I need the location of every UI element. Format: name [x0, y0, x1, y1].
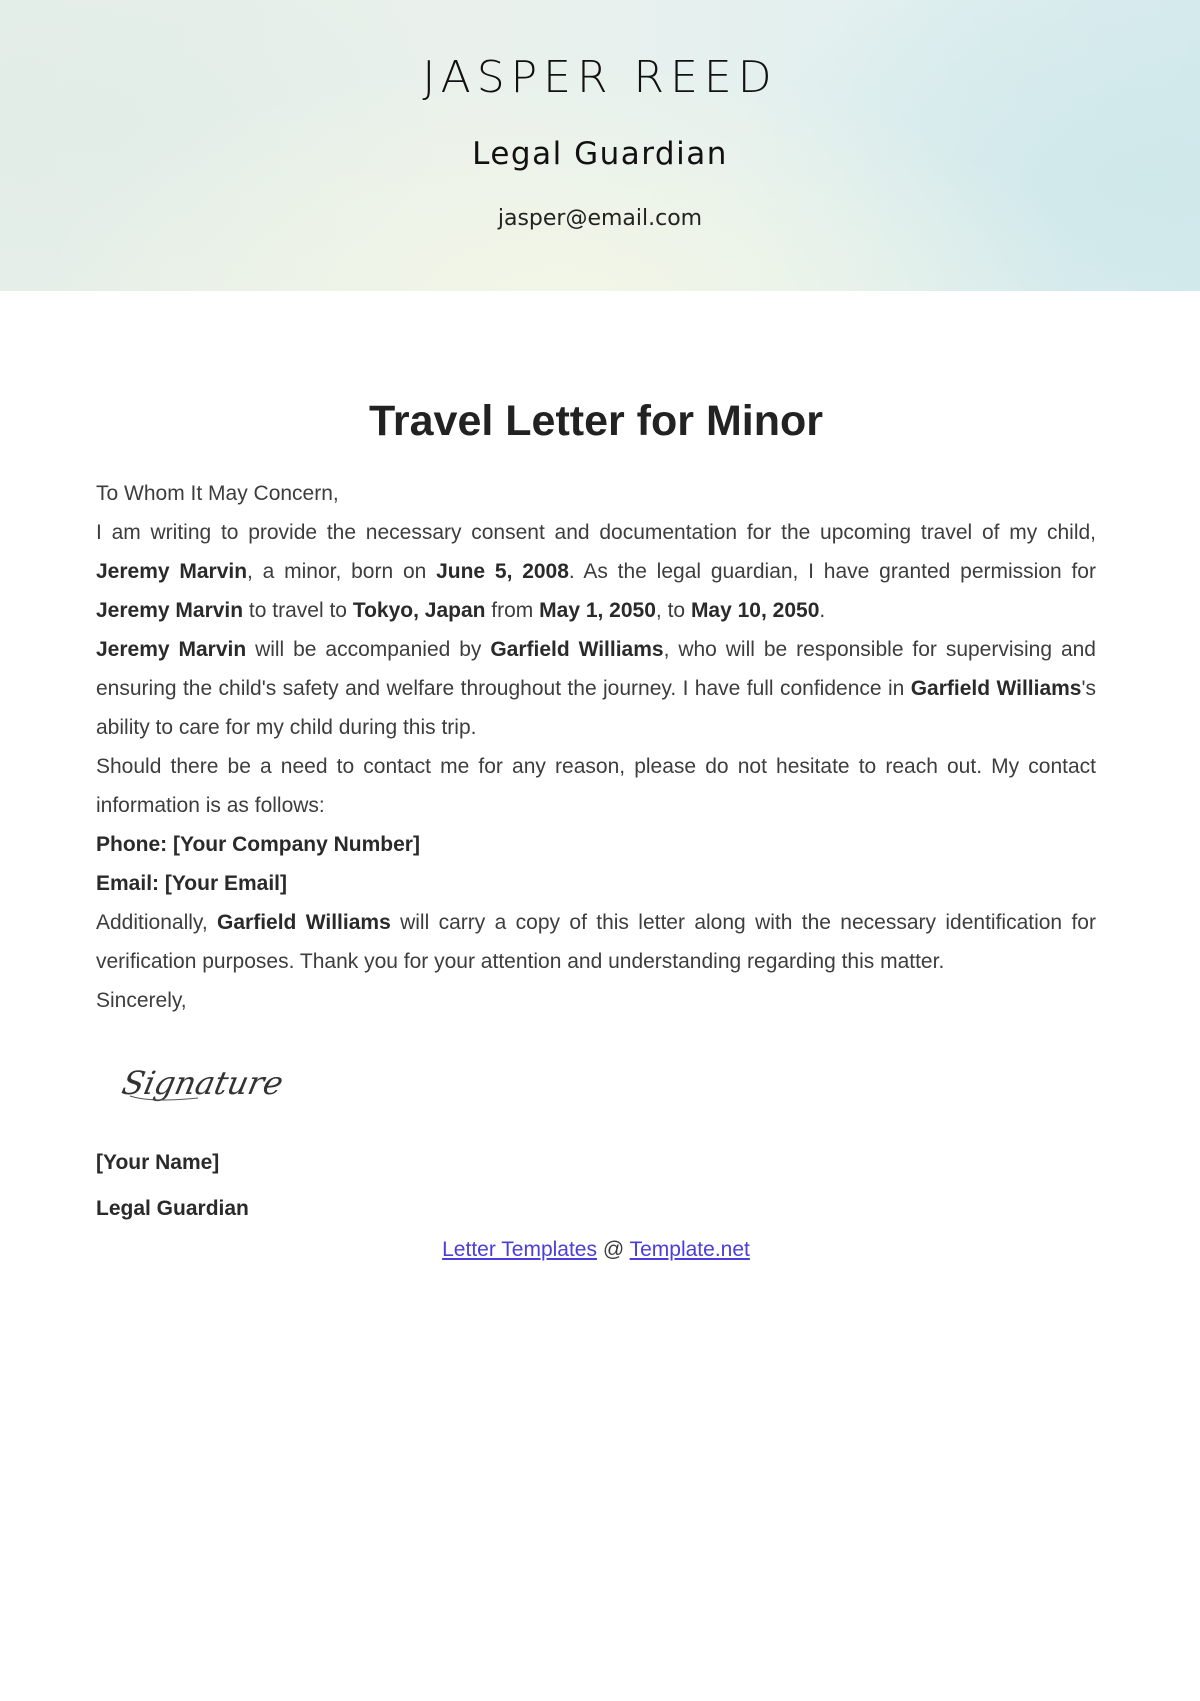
text-run: , who will be responsible for supervising and ensuring the child's safety and welfare throughout the journey. I have full confidence in — [96, 638, 1096, 700]
closing: Sincerely, — [96, 989, 187, 1012]
companion-name: Garfield Williams — [910, 677, 1082, 700]
letter-body — [96, 390, 1096, 1268]
start-date: May 1, 2050 — [539, 599, 656, 622]
template-net-link[interactable]: Template.net — [629, 1238, 750, 1261]
child-name: Jeremy Marvin — [96, 638, 247, 661]
text-run: I am writing to provide the necessary consent and documentation for the upcoming travel of my child, — [96, 521, 1096, 544]
signature-image — [118, 1058, 287, 1108]
end-date: May 10, 2050 — [690, 599, 820, 622]
text-run: will be accompanied by — [246, 638, 491, 661]
footer-attribution — [96, 1232, 1096, 1268]
contact-email: Email: [Your Email] — [96, 872, 287, 895]
footer-separator: @ — [597, 1238, 630, 1261]
signature-area — [96, 1020, 1096, 1140]
signature-glyphs: Signature — [118, 1064, 287, 1102]
text-run: from — [485, 599, 540, 622]
sender-role: Legal Guardian — [472, 136, 728, 172]
paragraph-companion — [96, 630, 1096, 747]
child-name: Jeremy Marvin — [96, 599, 244, 622]
signer-role: Legal Guardian — [96, 1197, 249, 1220]
text-run: to travel to — [243, 599, 353, 622]
text-run: , a minor, born on — [247, 560, 437, 583]
signer-name: [Your Name] — [96, 1151, 220, 1174]
text-run: . — [819, 599, 826, 622]
sender-email: jasper@email.com — [497, 206, 703, 231]
letterhead — [0, 0, 1200, 291]
text-run: , to — [655, 599, 691, 622]
contact-phone: Phone: [Your Company Number] — [96, 833, 420, 856]
companion-name: Garfield Williams — [217, 911, 391, 934]
paragraph-additional — [96, 903, 1096, 981]
child-name: Jeremy Marvin — [96, 560, 248, 583]
birth-date: June 5, 2008 — [436, 560, 569, 583]
text-run: 's ability to care for my child during this trip. — [96, 677, 1096, 739]
destination: Tokyo, Japan — [352, 599, 486, 622]
paragraph-consent — [96, 513, 1096, 630]
document-title: Travel Letter for Minor — [369, 397, 823, 445]
text-run: Additionally, — [96, 911, 218, 934]
salutation: To Whom It May Concern, — [96, 482, 339, 505]
text-run: will carry a copy of this letter along with the necessary identification for verification purposes. Thank you for your attention and understanding regarding this matter. — [96, 911, 1096, 973]
letter-templates-link[interactable]: Letter Templates — [442, 1238, 597, 1261]
text-run: . As the legal guardian, I have granted permission for — [568, 560, 1096, 583]
companion-name: Garfield Williams — [490, 638, 664, 661]
paragraph-contact: Should there be a need to contact me for any reason, please do not hesitate to reach out. My contact information is as follows: — [96, 755, 1096, 817]
sender-name: JASPER REED — [422, 52, 778, 103]
